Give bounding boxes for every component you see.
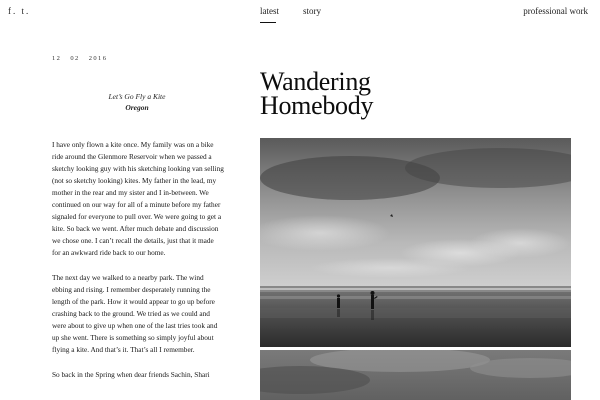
post-body bbox=[52, 139, 224, 394]
post-paragraph: So back in the Spring when dear friends Sachin, Shari bbox=[52, 370, 210, 379]
professional-work-link[interactable]: professional work bbox=[523, 6, 588, 16]
nav-story[interactable]: story bbox=[303, 6, 321, 16]
post-heading bbox=[52, 91, 222, 113]
post-title: Let’s Go Fly a Kite bbox=[108, 92, 166, 101]
sky-photo-image bbox=[260, 350, 571, 400]
blog-title-line1: Wandering bbox=[260, 67, 371, 96]
beach-photo bbox=[260, 138, 571, 347]
post-date: 12 02 2016 bbox=[52, 55, 108, 62]
nav-latest[interactable]: latest bbox=[260, 6, 279, 16]
sky-photo bbox=[260, 350, 571, 400]
post-paragraph: I have only flown a kite once. My family was on a bike ride around the Glenmore Reservoir when we passed a sketchy looking guy with his sketching looking van selling (not so sketchy looking) kites. My father in the lead, my mother in the rear and my sister and I in-between. We continued on our way for all of a minute before my father signaled for everyone to pull over. We were going to get a kite. So back we went. After much debate and discussion we chose one. I can’t recall the details, just that it made for an awkward ride back to our home. bbox=[52, 140, 224, 257]
beach-photo-image bbox=[260, 138, 571, 347]
main-nav bbox=[260, 6, 321, 16]
blog-title-line2: Homebody bbox=[260, 91, 374, 120]
post-location: Oregon bbox=[125, 103, 149, 112]
post-paragraph: The next day we walked to a nearby park. The wind ebbing and rising. I remember desperately running the length of the park. How it would appear to go up before crashing back to the ground. We tried as we could and were about to give up when one of the last tries took and up she went. There is something so simply joyful about flying a kite. And that’s it. That’s all I remember. bbox=[52, 273, 218, 354]
blog-title[interactable] bbox=[260, 67, 374, 120]
site-logo[interactable]: f. t. bbox=[8, 6, 31, 16]
